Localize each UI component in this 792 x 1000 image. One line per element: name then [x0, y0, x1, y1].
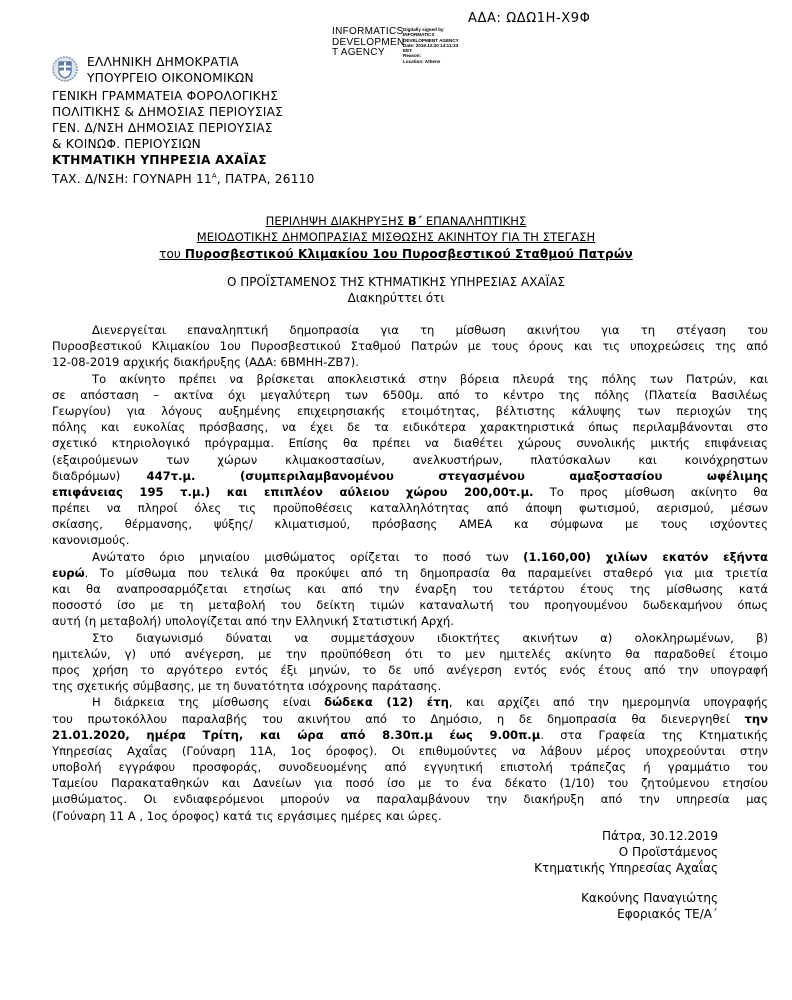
- signer-line: DEVELOPMEN: [332, 36, 405, 48]
- title-text: του: [159, 247, 185, 261]
- signature-detail: Location: Athens: [403, 58, 441, 64]
- body-line: [52, 468, 768, 484]
- duration-bold: δώδεκα (12) έτη: [324, 695, 449, 710]
- closing-role: Ο Προϊστάμενος: [618, 845, 718, 859]
- header-address: [52, 168, 315, 187]
- address-street: ΤΑΧ. Δ/ΝΣΗ: ΓΟΥΝΑΡΗ 11: [52, 172, 212, 187]
- body-line: πρέπει να πληροί όλες τις προϋποθέσεις καταλληλότητας από άποψη φωτισμού, αερισμού, μέσων: [52, 501, 768, 516]
- body-line: Ταμείου Παρακαταθηκών και Δανείων για ποσό ίσο με το ένα δέκατο (1/10) του ζητούμενου ετησίου: [52, 776, 768, 791]
- body-line: Διενεργείται επαναληπτική δημοπρασία για τη μίσθωση ακινήτου για τη στέγαση του: [92, 323, 768, 337]
- body-line: [52, 484, 768, 500]
- announcer-declares: Διακηρύττει ότι: [347, 291, 445, 305]
- header-ministry: ΥΠΟΥΡΓΕΙΟ ΟΙΚΟΝΟΜΙΚΩΝ: [87, 71, 254, 85]
- address-city: , ΠΑΤΡΑ, 26110: [216, 172, 315, 187]
- digital-signature-details: [403, 27, 459, 64]
- rent-amount-bold: (1.160,00) χιλίων εκατόν εξήντα: [523, 549, 768, 564]
- auction-date-bold: 21.01.2020, ημέρα Τρίτη, και ώρα από 8.30π.μ έως 9.00π.μ: [52, 727, 541, 742]
- greek-coat-of-arms-icon: [52, 56, 78, 82]
- header-secretariat: ΓΕΝΙΚΗ ΓΡΑΜΜΑΤΕΙΑ ΦΟΡΟΛΟΓΙΚΗΣ: [52, 89, 279, 103]
- ada-identifier: ΑΔΑ: ΩΔΩ1Η-Χ9Φ: [468, 11, 591, 26]
- signer-line: INFORMATICS: [332, 26, 404, 37]
- body-line: (Γούναρη 11 Α , 1ος όροφος) κατά τις εργάσιμες ημέρες και ώρες.: [52, 808, 442, 823]
- body-line: (εξαιρούμενων των χώρων κλιμακοστασίων, ανελκυστήρων, πλατύσκαλων και κοινόχρηστων: [52, 452, 768, 467]
- body-line: [52, 549, 768, 565]
- signature-detail: EET: [403, 48, 412, 54]
- body-text: Το προς μίσθωση ακίνητο θα: [533, 484, 769, 499]
- body-line: σε απόσταση – ακτίνα όχι μεγαλύτερη των 6500μ. από το κέντρο της πόλης (Πλατεία Βασιλέως: [52, 387, 768, 402]
- title-line-1: [0, 213, 792, 230]
- signature-detail: DEVELOPMENT AGENCY: [403, 37, 459, 43]
- body-line: Στο διαγωνισμό δύναται να συμμετάσχουν ιδιοκτήτες ακινήτων α) ολοκληρωμένων, β): [92, 630, 768, 645]
- body-text: , και αρχίζει από την ημερομηνία υπογραφής: [448, 695, 768, 710]
- body-line: της σχετικής σύμβασης, με τη δυνατότητα ισόχρονης παράτασης.: [52, 679, 442, 694]
- body-line: ποσοστό ίσο με τη μεταβολή του δείκτη τιμών καταναλωτή του προηγουμένου δωδεκαμήνου όπως: [52, 598, 768, 613]
- body-line: [52, 727, 768, 743]
- digital-signature-signer: [332, 27, 404, 59]
- body-line: Πυροσβεστικού Κλιμακίου 1ου Πυροσβεστικού Σταθμού Πατρών με τους όρους και τις υποχρεώσεις της από: [52, 339, 768, 354]
- title-text: ΠΕΡΙΛΗΨΗ ΔΙΑΚΗΡΥΞΗΣ: [265, 214, 408, 228]
- document-body: [52, 322, 768, 824]
- header-directorate: ΓΕΝ. Δ/ΝΣΗ ΔΗΜΟΣΙΑΣ ΠΕΡΙΟΥΣΙΑΣ: [52, 121, 273, 135]
- header-secretariat-cont: ΠΟΛΙΤΙΚΗΣ & ΔΗΜΟΣΙΑΣ ΠΕΡΙΟΥΣΙΑΣ: [52, 105, 284, 119]
- signature-detail: INFORMATICS: [403, 32, 435, 38]
- signer-line: T AGENCY: [332, 47, 385, 58]
- address-superscript: Α: [211, 172, 217, 180]
- body-text: . στα Γραφεία της Κτηματικής: [540, 727, 769, 742]
- closing-place-date: Πάτρα, 30.12.2019: [601, 829, 718, 843]
- header-country: ΕΛΛΗΝΙΚΗ ΔΗΜΟΚΡΑΤΙΑ: [87, 55, 239, 69]
- closing-department: Κτηματικής Υπηρεσίας Αχαΐας: [534, 861, 718, 875]
- signature-detail: Date: 2019.12.30 14:11:33: [403, 42, 459, 48]
- title-text: ΕΠΑΝΑΛΗΠΤΙΚΗΣ: [422, 214, 527, 228]
- header-service: ΚΤΗΜΑΤΙΚΗ ΥΠΗΡΕΣΙΑ ΑΧΑΪΑΣ: [52, 153, 267, 167]
- signature-detail: Digitally signed by: [403, 27, 444, 32]
- signature-detail: Reason:: [403, 53, 422, 59]
- body-text: του πρωτοκόλλου παραλαβής του ακινήτου από το Δημόσιο, η δε δημοπρασία θα διενεργηθεί: [52, 711, 745, 726]
- body-text: Ανώτατο όριο μηνιαίου μισθώματος ορίζεται το ποσό των: [92, 549, 524, 564]
- area-bold: επιφάνειας 195 τ.μ.) και επιπλέον αύλειου χώρου 200,00τ.μ.: [52, 484, 534, 499]
- body-line: Υπηρεσίας Αχαΐας (Γούναρη 11Α, 1ος όροφος). Οι επιθυμούντες να λάβουν μέρος υποχρεούνται στην: [52, 743, 768, 758]
- body-line: ημιτελών, γ) υπό ανέγερση, με την προϋπόθεση ότι το μεν ημιτελές ακίνητο θα παραδοθεί έτοιμο: [52, 646, 768, 661]
- header-directorate-cont: & ΚΟΙΝΩΦ. ΠΕΡΙΟΥΣΙΩΝ: [52, 137, 201, 151]
- body-line: σχετικό κτηριολογικό πρόγραμμα. Επίσης θα πρέπει να διαθέτει χώρους συνολικής μικτής επιφάνειας: [52, 436, 768, 451]
- rent-currency-bold: ευρώ: [52, 565, 85, 580]
- area-bold: 447τ.μ. (συμπεριλαμβανομένου στεγασμένου αμαξοστασίου ωφέλιμης: [146, 468, 769, 483]
- body-line: και θα αναπροσαρμόζεται ετησίως και από την έναρξη του τετάρτου έτους της μίσθωσης κατά: [52, 582, 768, 596]
- title-line-3: [0, 246, 792, 263]
- body-line: σκίασης, θέρμανσης, ψύξης/ κλιματισμού, πρόσβασης ΑΜΕΑ κα σύμφωνα με τους ισχύοντες: [52, 517, 768, 532]
- body-line: πόλης και ευκολίας πρόσβασης, να έχει δε τα ειδικότερα χαρακτηριστικά όπως περιλαμβάνονται στο: [52, 420, 768, 435]
- signatory-position: Εφοριακός ΤΕ/Α΄: [617, 907, 718, 921]
- signatory-name: Κακούνης Παναγιώτης: [581, 891, 718, 905]
- body-line: Το ακίνητο πρέπει να βρίσκεται αποκλειστικά στην βόρεια πλευρά της πόλης των Πατρών, και: [92, 371, 768, 386]
- body-line: [52, 711, 768, 727]
- title-line-2: ΜΕΙΟΔΟΤΙΚΗΣ ΔΗΜΟΠΡΑΣΙΑΣ ΜΙΣΘΩΣΗΣ ΑΚΙΝΗΤΟΥ ΓΙΑ ΤΗ ΣΤΕΓΑΣΗ: [196, 230, 596, 244]
- auction-date-bold: την: [744, 711, 768, 726]
- title-round: Β΄: [407, 214, 423, 228]
- body-line: Γεωργίου) για λόγους αυξημένης επιχειρησιακής ετοιμότητας, βέλτιστης κάλυψης των περιοχών της: [52, 403, 768, 418]
- body-text: Η διάρκεια της μίσθωσης είναι: [92, 695, 325, 710]
- title-station: Πυροσβεστικού Κλιμακίου 1ου Πυροσβεστικού Σταθμού Πατρών: [184, 247, 633, 261]
- announcer-title: Ο ΠΡΟΪΣΤΑΜΕΝΟΣ ΤΗΣ ΚΤΗΜΑΤΙΚΗΣ ΥΠΗΡΕΣΙΑΣ ΑΧΑΪΑΣ: [227, 275, 565, 289]
- body-line: αυτή (η μεταβολή) υπολογίζεται από την Ελληνική Στατιστική Αρχή.: [52, 614, 454, 629]
- body-line: προς χρήση το αργότερο εντός έξι μηνών, το δε υπό ανέγερση εντός ενός έτους από την υπογραφή: [52, 662, 768, 677]
- body-line: [52, 565, 768, 581]
- body-line: μισθώματος. Οι ενδιαφερόμενοι μπορούν να παραλαμβάνουν την διακήρυξη από την υπηρεσία μας: [52, 792, 768, 807]
- body-line: κανονισμούς.: [52, 533, 130, 548]
- body-line: 12-08-2019 αρχικής διακήρυξης (ΑΔΑ: 6ΒΜΗΗ-ΖΒ7).: [52, 355, 359, 370]
- body-line: υποβολή εγγράφου προσφοράς, συνοδευομένης από εγγυητική επιστολή τράπεζας ή γραμμάτιο του: [52, 760, 768, 775]
- body-text: . Το μίσθωμα που τελικά θα προκύψει από τη δημοπρασία θα παραμείνει σταθερό για μια τριετία: [84, 565, 768, 580]
- body-line: [52, 694, 768, 710]
- body-text: διαδρόμων): [52, 468, 121, 483]
